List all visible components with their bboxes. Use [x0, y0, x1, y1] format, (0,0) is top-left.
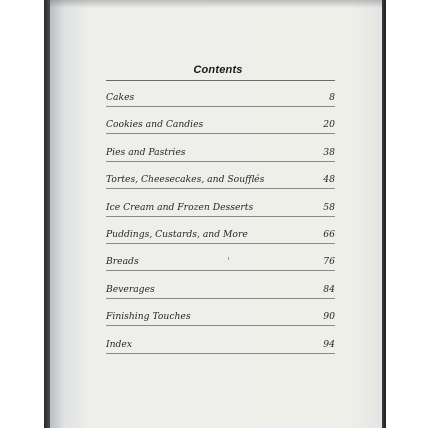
toc-entry-finishing-touches	[106, 311, 335, 338]
toc-entry-tortes-cheesecakes-souffles	[106, 174, 335, 201]
toc-entry-index	[106, 339, 335, 366]
toc-entry-page-number: 48	[323, 174, 335, 186]
toc-entry-label: Finishing Touches	[106, 311, 191, 323]
toc-entry-ice-cream-and-frozen-desserts	[106, 202, 335, 229]
toc-entry-label: Pies and Pastries	[106, 146, 186, 158]
page-top-shadow	[50, 0, 382, 8]
toc-entry-page-number: 90	[323, 311, 335, 323]
toc-entry-page-number: 84	[323, 283, 335, 295]
toc-entry-label: Puddings, Custards, and More	[106, 228, 248, 240]
toc-entry-label: Cookies and Candies	[106, 119, 204, 131]
toc-entry-label: Cakes	[106, 92, 135, 103]
toc-entry-beverages	[106, 284, 335, 311]
toc-entry-page-number: 20	[323, 119, 335, 131]
toc-entry-rule	[106, 216, 335, 217]
paper-speck	[228, 257, 229, 260]
toc-entry-breads	[106, 256, 335, 283]
toc-entry-rule	[106, 188, 335, 189]
toc-entry-pies-and-pastries	[106, 147, 335, 174]
toc-entry-page-number: 66	[323, 228, 335, 240]
toc-entry-rule	[106, 325, 335, 326]
toc-entry-rule	[106, 353, 335, 354]
toc-entry-rule	[106, 298, 335, 299]
contents-list	[106, 92, 335, 366]
toc-entry-rule	[106, 243, 335, 244]
toc-entry-page-number: 38	[323, 146, 335, 158]
toc-entry-rule	[106, 106, 335, 107]
contents-heading: Contents	[193, 64, 243, 76]
toc-entry-label: Index	[106, 338, 133, 350]
toc-entry-page-number: 94	[323, 338, 335, 350]
toc-entry-cookies-and-candies	[106, 119, 335, 146]
toc-entry-puddings-custards-and-more	[106, 229, 335, 256]
toc-entry-page-number: 58	[323, 201, 335, 213]
toc-entry-cakes	[106, 92, 335, 119]
toc-entry-rule	[106, 270, 335, 271]
contents-heading-rule	[106, 80, 335, 81]
toc-entry-rule	[106, 133, 335, 134]
toc-entry-label: Tortes, Cheesecakes, and Soufflés	[106, 174, 265, 186]
toc-entry-label: Ice Cream and Frozen Desserts	[106, 201, 254, 213]
toc-entry-label: Breads	[106, 256, 139, 268]
toc-entry-label: Beverages	[106, 283, 155, 295]
toc-entry-page-number: 76	[323, 256, 335, 268]
toc-entry-rule	[106, 161, 335, 162]
toc-entry-page-number: 8	[329, 92, 335, 103]
